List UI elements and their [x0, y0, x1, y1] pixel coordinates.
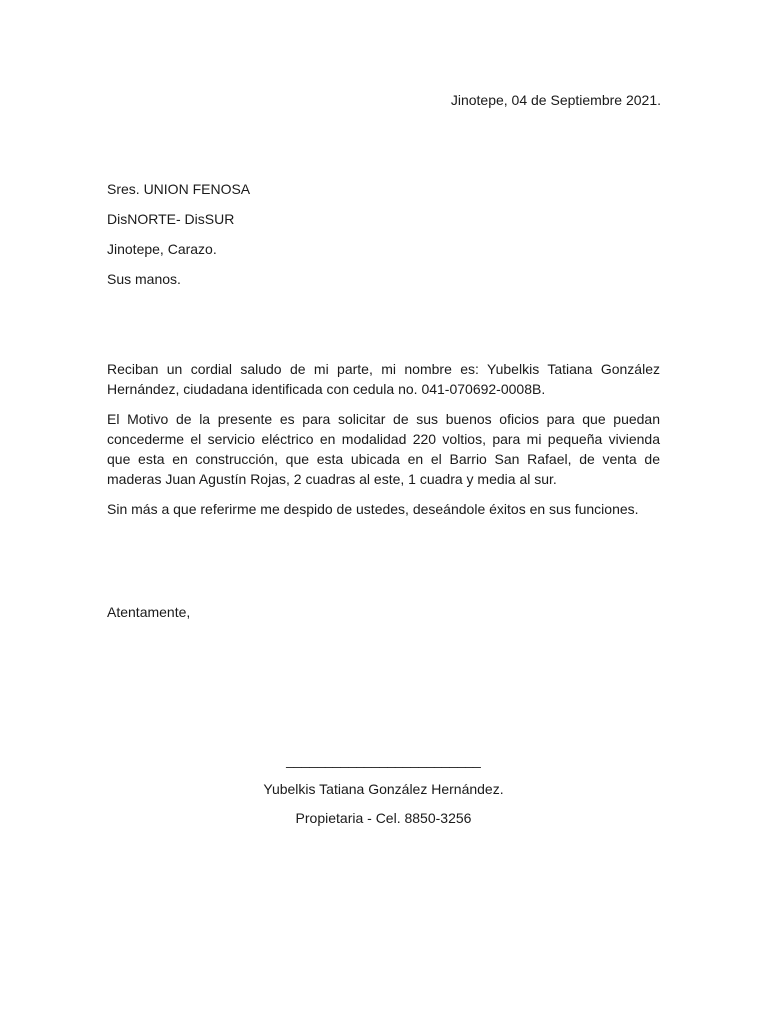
body-paragraph-request: El Motivo de la presente es para solicitar de sus buenos oficios para que puedan concederme el servicio eléctrico en modalidad 220 voltios, para mi pequeña vivienda que esta en construcción, que esta ubicada en el Barrio San Rafael, de venta de maderas Juan Agustín Rojas, 2 cuadras al este, 1 cuadra y media al sur. [107, 411, 660, 487]
signature-block [107, 752, 660, 839]
closing-salutation: Atentamente, [107, 604, 191, 620]
letter-date: Jinotepe, 04 de Septiembre 2021. [450, 92, 661, 108]
recipient-line-4: Sus manos. [107, 271, 181, 287]
signatory-title: Propietaria - Cel. 8850-3256 [295, 810, 472, 826]
body-paragraph-farewell: Sin más a que referirme me despido de ustedes, deseándole éxitos en sus funciones. [107, 501, 639, 517]
signatory-name: Yubelkis Tatiana González Hernández. [263, 781, 504, 797]
letter-body [107, 359, 660, 529]
body-paragraph-greeting: Reciban un cordial saludo de mi parte, mi nombre es: Yubelkis Tatiana González Hernández, ciudadana identificada con cedula no. 041-070692-0008B. [107, 361, 660, 397]
signature-line: _________________________ [286, 752, 481, 768]
recipient-block [107, 181, 250, 301]
recipient-line-3: Jinotepe, Carazo. [107, 241, 217, 257]
recipient-line-2: DisNORTE- DisSUR [107, 211, 235, 227]
recipient-line-1: Sres. UNION FENOSA [107, 181, 251, 197]
